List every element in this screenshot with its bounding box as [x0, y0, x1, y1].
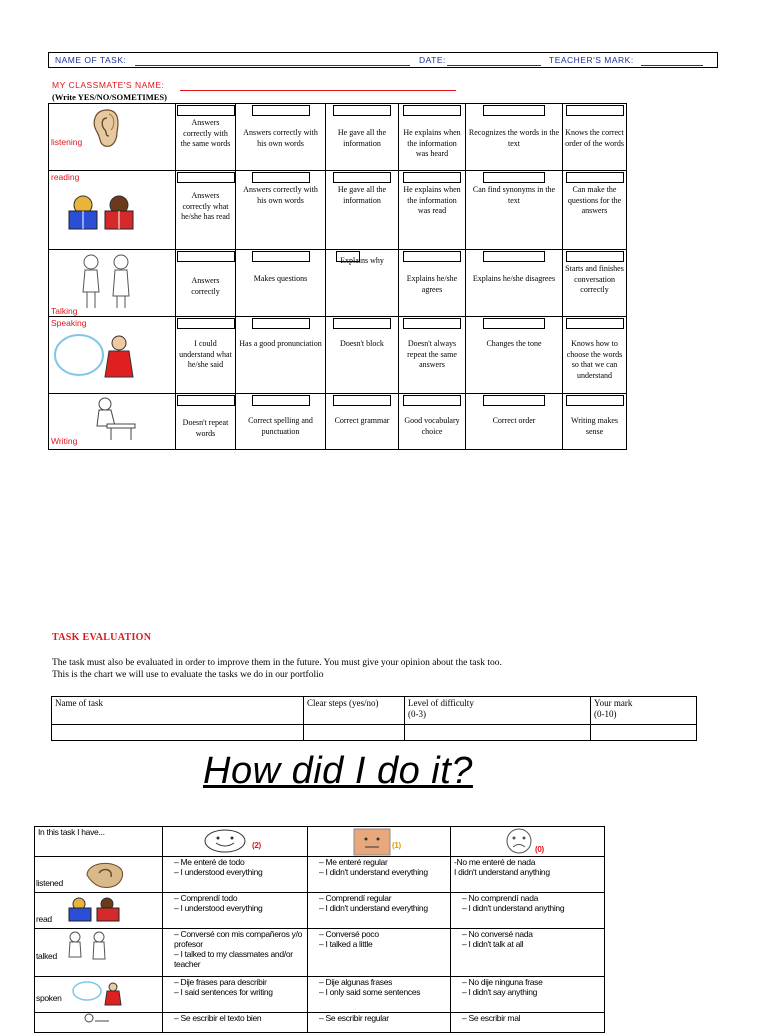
rubric-cell: Answers correctly with the same words: [176, 104, 236, 171]
rubric-cell: Doesn't repeat words: [176, 394, 236, 450]
row-label: reading: [51, 172, 80, 182]
answer-box[interactable]: [177, 318, 235, 329]
rubric-row-talking: [49, 250, 627, 317]
answer-box[interactable]: [252, 172, 310, 183]
rubric-cell: Knows how to choose the words so that we can understand: [563, 317, 627, 394]
score-bad: (0): [535, 845, 544, 854]
answer-box[interactable]: [177, 105, 235, 116]
eval-col-mark: Your mark (0-10): [591, 697, 697, 725]
rubric-cell: Explains he/she disagrees: [466, 250, 563, 317]
answer-box[interactable]: [566, 395, 624, 406]
self-row-read: [35, 893, 605, 929]
talking-people-icon: [65, 931, 115, 965]
answer-box[interactable]: [333, 172, 391, 183]
score-good: (2): [252, 841, 261, 850]
answer-box[interactable]: [252, 395, 310, 406]
rubric-cell: He explains when the information was heard: [399, 104, 466, 171]
rubric-row-reading: [49, 171, 627, 250]
answer-box[interactable]: [483, 318, 545, 329]
date-line: [447, 55, 541, 66]
self-good-cell: – Dije frases para describir – I said sentences for writing: [163, 977, 308, 1013]
name-of-task-line: [135, 55, 410, 66]
self-row-listened: [35, 857, 605, 893]
rubric-row-writing: [49, 394, 627, 450]
answer-box[interactable]: [403, 318, 461, 329]
self-row-label-cell: [35, 1013, 163, 1033]
task-evaluation-text: [52, 657, 752, 681]
self-bad-cell: – No dije ninguna frase – I didn't say anything: [451, 977, 605, 1013]
rubric-table: [48, 103, 627, 450]
rubric-cell: Good vocabulary choice: [399, 394, 466, 450]
rubric-row-listening: [49, 104, 627, 171]
self-row-label: read: [36, 914, 52, 924]
eval-input-name[interactable]: [52, 725, 304, 741]
self-mid-cell: – Se escribir regular: [308, 1013, 451, 1033]
answer-box[interactable]: [566, 251, 624, 262]
rubric-cell: Has a good pronunciation: [236, 317, 326, 394]
eval-input-row: [52, 725, 697, 741]
answer-box[interactable]: [252, 251, 310, 262]
row-label: Talking: [51, 306, 78, 316]
answer-box[interactable]: [403, 251, 461, 262]
teachers-mark-line: [641, 55, 703, 66]
score-mid-cell: [308, 827, 451, 857]
self-row-label-cell: [35, 893, 163, 929]
rubric-cell: He explains when the information was read: [399, 171, 466, 250]
self-heading: How did I do it?: [203, 750, 473, 792]
answer-box[interactable]: [403, 395, 461, 406]
self-good-cell: – Me enteré de todo – I understood everything: [163, 857, 308, 893]
rubric-cell: Correct order: [466, 394, 563, 450]
eval-input-mark[interactable]: [591, 725, 697, 741]
answer-box[interactable]: [252, 105, 310, 116]
rubric-cell: Can make the questions for the answers: [563, 171, 627, 250]
self-row-talked: [35, 929, 605, 977]
eval-header-row: [52, 697, 697, 725]
answer-box[interactable]: [177, 395, 235, 406]
self-header-row: [35, 827, 605, 857]
row-label: Writing: [51, 436, 78, 446]
row-label-cell: [49, 250, 176, 317]
task-evaluation-line1: The task must also be evaluated in order to improve them in the future. You must give your opinion about the task too.: [52, 658, 502, 668]
self-bad-cell: – No conversé nada – I didn't talk at all: [451, 929, 605, 977]
answer-box[interactable]: [566, 105, 624, 116]
writer-icon: [81, 1013, 111, 1025]
self-corner-cell: In this task I have...: [35, 827, 163, 857]
answer-box[interactable]: [403, 105, 461, 116]
speaker-icon: [53, 331, 143, 387]
rubric-cell: Explains why: [326, 250, 399, 317]
self-mid-cell: – Comprendí regular – I didn't understand everything: [308, 893, 451, 929]
answer-box[interactable]: [483, 172, 545, 183]
rubric-cell: Doesn't always repeat the same answers: [399, 317, 466, 394]
rubric-cell: Starts and finishes conversation correctly: [563, 250, 627, 317]
self-row-label: talked: [36, 951, 57, 961]
answer-box[interactable]: [566, 318, 624, 329]
eval-col-steps: Clear steps (yes/no): [304, 697, 405, 725]
answer-box[interactable]: [566, 172, 624, 183]
classmate-label: MY CLASSMATE'S NAME:: [52, 80, 165, 90]
answer-box[interactable]: [333, 318, 391, 329]
answer-box[interactable]: [333, 105, 391, 116]
rubric-cell: Answers correctly: [176, 250, 236, 317]
teachers-mark-label: TEACHER'S MARK:: [549, 55, 634, 65]
eval-col-difficulty: Level of difficulty (0-3): [405, 697, 591, 725]
score-mid: (1): [392, 841, 401, 850]
self-row-label-cell: [35, 929, 163, 977]
answer-box[interactable]: [177, 251, 235, 262]
rubric-cell: Recognizes the words in the text: [466, 104, 563, 171]
task-evaluation-line2: This is the chart we will use to evaluate the tasks we do in our portfolio: [52, 670, 324, 680]
answer-box[interactable]: [403, 172, 461, 183]
rubric-cell: Explains he/she agrees: [399, 250, 466, 317]
neutral-face-icon: [352, 828, 412, 856]
readers-icon: [65, 897, 125, 923]
rubric-cell: Correct spelling and punctuation: [236, 394, 326, 450]
self-row-label-cell: [35, 977, 163, 1013]
row-label: Speaking: [51, 318, 87, 328]
self-good-cell: – Conversé con mis compañeros y/o profesor – I talked to my classmates and/or teacher: [163, 929, 308, 977]
answer-box[interactable]: [483, 395, 545, 406]
rubric-cell: I could understand what he/she said: [176, 317, 236, 394]
rubric-cell: Makes questions: [236, 250, 326, 317]
self-good-cell: – Comprendí todo – I understood everything: [163, 893, 308, 929]
self-evaluation-table: [34, 826, 605, 1033]
name-of-task-label: NAME OF TASK:: [55, 55, 127, 65]
instruction-text: (Write YES/NO/SOMETIMES): [52, 92, 167, 102]
score-good-cell: [163, 827, 308, 857]
answer-box[interactable]: [483, 105, 545, 116]
rubric-cell: Correct grammar: [326, 394, 399, 450]
self-mid-cell: – Conversé poco – I talked a little: [308, 929, 451, 977]
readers-icon: [63, 193, 139, 233]
rubric-cell: Knows the correct order of the words: [563, 104, 627, 171]
ear-icon: [87, 106, 127, 150]
rubric-cell: Changes the tone: [466, 317, 563, 394]
writer-icon: [91, 396, 137, 440]
row-label-cell: [49, 104, 176, 171]
rubric-cell: Answers correctly with his own words: [236, 171, 326, 250]
self-bad-cell: – Se escribir mal: [451, 1013, 605, 1033]
speaker-icon: [71, 979, 127, 1007]
answer-box[interactable]: [333, 395, 391, 406]
classmate-name-line: [180, 90, 456, 91]
eval-input-steps[interactable]: [304, 725, 405, 741]
rubric-cell: Answers correctly with his own words: [236, 104, 326, 171]
answer-box[interactable]: [483, 251, 545, 262]
rubric-cell: Doesn't block: [326, 317, 399, 394]
answer-box[interactable]: [177, 172, 235, 183]
task-evaluation-table: [51, 696, 697, 741]
score-bad-cell: [451, 827, 605, 857]
rubric-cell: Can find synonyms in the text: [466, 171, 563, 250]
rubric-cell: Writing makes sense: [563, 394, 627, 450]
self-row-label-cell: [35, 857, 163, 893]
eval-col-name: Name of task: [52, 697, 304, 725]
rubric-cell: Answers correctly what he/she has read: [176, 171, 236, 250]
self-row-label: listened: [36, 878, 63, 888]
self-row-label: spoken: [36, 993, 62, 1003]
answer-box[interactable]: [252, 318, 310, 329]
rubric-cell: He gave all the information: [326, 171, 399, 250]
talking-people-icon: [77, 252, 137, 310]
self-mid-cell: – Dije algunas frases – I only said some sentences: [308, 977, 451, 1013]
row-label: listening: [51, 137, 83, 147]
self-mid-cell: – Me enteré regular – I didn't understand everything: [308, 857, 451, 893]
self-row-written: [35, 1013, 605, 1033]
self-row-spoken: [35, 977, 605, 1013]
task-header: [48, 52, 718, 68]
row-label-cell: [49, 317, 176, 394]
rubric-cell: He gave all the information: [326, 104, 399, 171]
task-evaluation-title: TASK EVALUATION: [52, 632, 152, 643]
row-label-cell: [49, 394, 176, 450]
eval-input-difficulty[interactable]: [405, 725, 591, 741]
self-good-cell: – Se escribir el texto bien: [163, 1013, 308, 1033]
rubric-row-speaking: [49, 317, 627, 394]
ear-icon: [81, 859, 127, 891]
date-label: DATE:: [419, 55, 446, 65]
self-bad-cell: -No me enteré de nada I didn't understand anything: [451, 857, 605, 893]
self-bad-cell: – No comprendí nada – I didn't understand anything: [451, 893, 605, 929]
row-label-cell: [49, 171, 176, 250]
